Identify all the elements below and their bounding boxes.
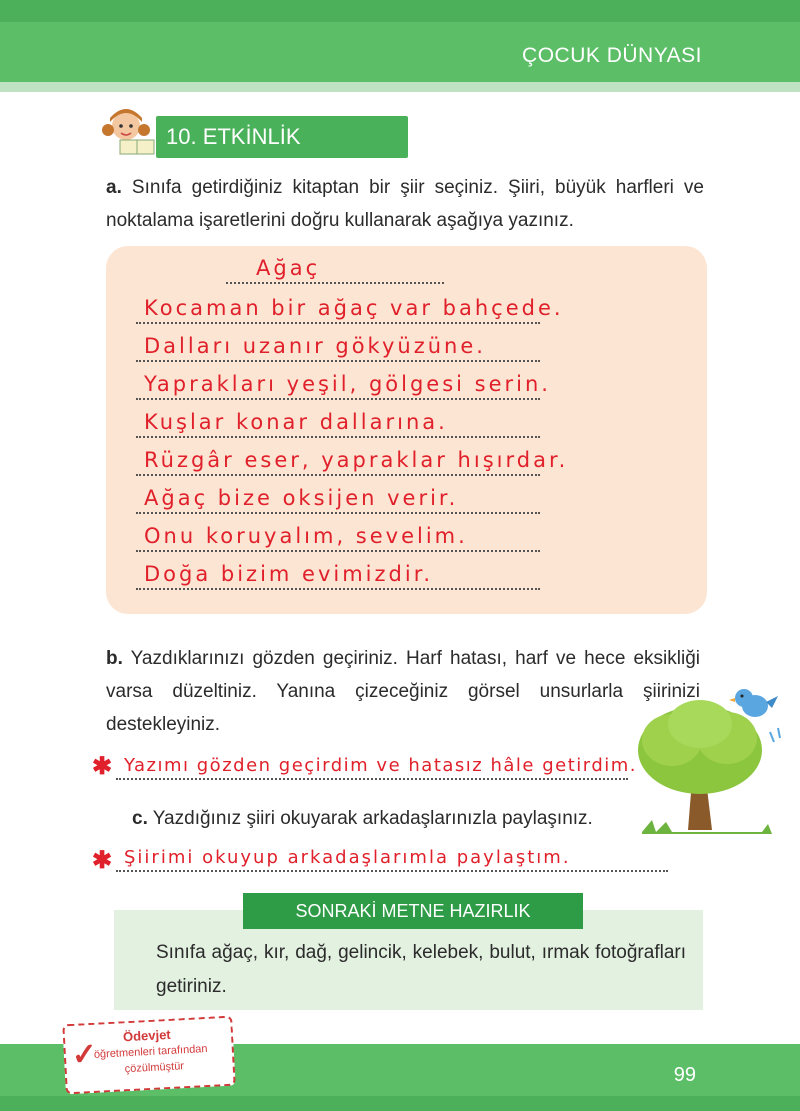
poem-line[interactable] <box>136 330 540 362</box>
poem-title-line[interactable] <box>226 252 444 284</box>
poem-line[interactable] <box>136 558 540 590</box>
answer-star-icon: ✱ <box>92 847 113 874</box>
poem-title: Ağaç <box>256 256 321 280</box>
poem-line-text: Doğa bizim evimizdir. <box>144 562 434 586</box>
page-header <box>0 0 800 92</box>
header-top-band <box>0 0 800 22</box>
page-number: 99 <box>673 1064 696 1086</box>
poem-line[interactable] <box>136 520 540 552</box>
poem-line[interactable] <box>136 482 540 514</box>
book-title: ÇOCUK DÜNYASI <box>522 44 702 67</box>
next-text-prep-title: SONRAKİ METNE HAZIRLIK <box>243 893 583 929</box>
task-a-label: a. <box>106 177 122 198</box>
checkmark-icon: ✓ <box>71 1037 98 1073</box>
poem-line-text: Rüzgâr eser, yapraklar hışırdar. <box>144 448 569 472</box>
stamp-line: öğretmenleri tarafından <box>93 1042 208 1061</box>
task-c-text: Yazdığınız şiiri okuyarak arkadaşlarınızla paylaşınız. <box>152 808 593 829</box>
task-c-answer: Şiirimi okuyup arkadaşlarımla paylaştım. <box>124 847 571 868</box>
task-a <box>106 171 704 237</box>
footer-bottom-band <box>0 1096 800 1111</box>
answer-star-icon: ✱ <box>92 753 113 780</box>
poem-line[interactable] <box>136 444 569 476</box>
poem-line-text: Kuşlar konar dallarına. <box>144 410 448 434</box>
task-c-label: c. <box>132 808 148 829</box>
poem-line[interactable] <box>136 292 564 324</box>
poem-line-text: Onu koruyalım, sevelim. <box>144 524 468 548</box>
task-b-label: b. <box>106 648 123 669</box>
poem-line-text: Yaprakları yeşil, gölgesi serin. <box>144 372 551 396</box>
task-b-answer: Yazımı gözden geçirdim ve hatasız hâle getirdim. <box>124 755 638 776</box>
poem-line[interactable] <box>136 368 551 400</box>
odevjet-stamp <box>62 1016 235 1095</box>
task-c-answer-line[interactable] <box>116 840 668 872</box>
stamp-brand: Ödevjet <box>122 1026 172 1045</box>
task-c <box>132 802 692 835</box>
poem-line-text: Dalları uzanır gökyüzüne. <box>144 334 486 358</box>
task-b-text: Yazdıklarınızı gözden geçiriniz. Harf hatası, harf ve hece eksikliği varsa düzeltiniz. Yanına çizeceğiniz görsel unsurlarla şiirinizi destekleyiniz. <box>106 648 701 735</box>
poem-line-text: Kocaman bir ağaç var bahçede. <box>144 296 564 320</box>
header-stripe <box>0 82 800 92</box>
task-a-text: Sınıfa getirdiğiniz kitaptan bir şiir seçiniz. Şiiri, büyük harfleri ve noktalama işaretlerini doğru kullanarak aşağıya yazınız. <box>106 177 704 231</box>
activity-title: 10. ETKİNLİK <box>156 116 408 158</box>
poem-line-text: Ağaç bize oksijen verir. <box>144 486 459 510</box>
next-text-prep-text: Sınıfa ağaç, kır, dağ, gelincik, kelebek, bulut, ırmak fotoğrafları getiriniz. <box>156 942 686 997</box>
poem-line[interactable] <box>136 406 540 438</box>
stamp-line: çözülmüştür <box>124 1060 185 1076</box>
task-b <box>106 642 700 741</box>
task-b-answer-line[interactable] <box>116 748 638 780</box>
